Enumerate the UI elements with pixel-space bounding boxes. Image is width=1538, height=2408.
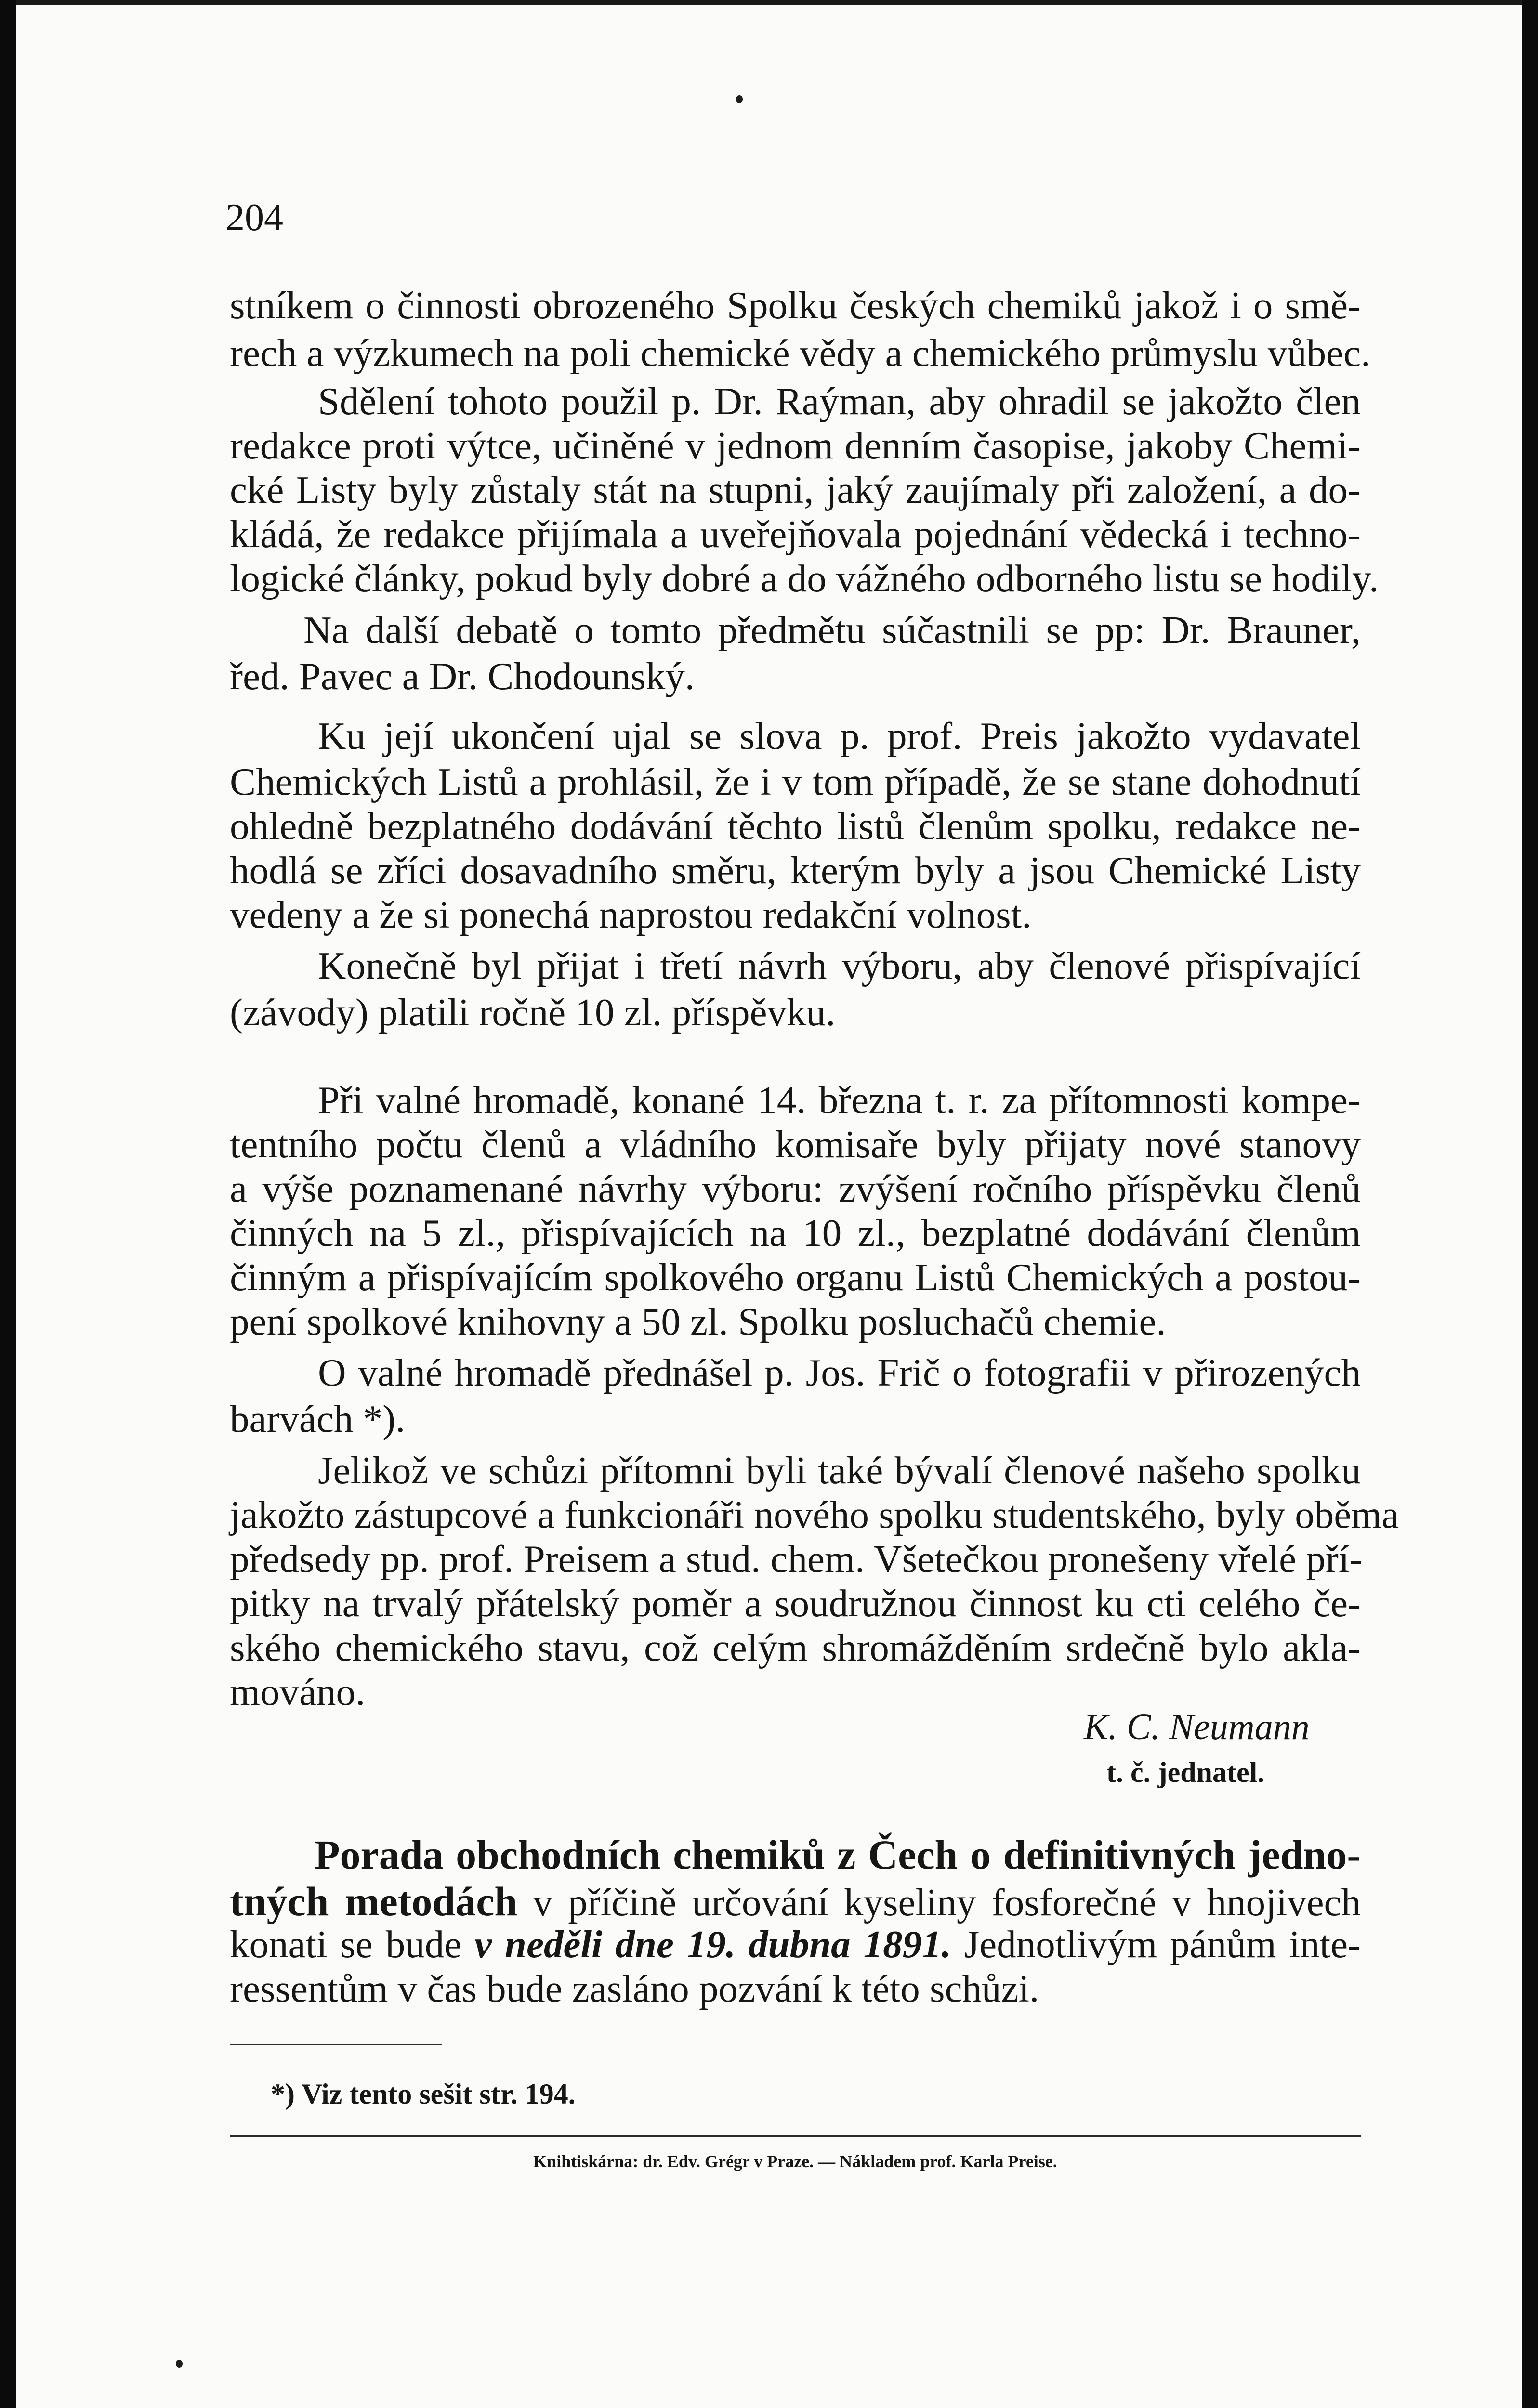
text-line: ského chemického stavu, což celým shromážděním srdečně bylo akla- (230, 1626, 1361, 1669)
text-line: kládá, že redakce přijímala a uveřejňovala pojednání vědecká i techno- (230, 512, 1361, 556)
text-line: redakce proti výtce, učiněné v jednom denním časopise, jakoby Chemi- (230, 424, 1361, 467)
text-line: Konečně byl přijat i třetí návrh výboru, aby členové přispívající (318, 944, 1361, 987)
notice-text: konati se bude (230, 1923, 475, 1966)
text-line: vedeny a že si ponechá naprostou redakční volnost. (230, 893, 1032, 936)
text-line: tentního počtu členů a vládního komisaře byly přijaty nové stanovy (230, 1123, 1361, 1166)
page-number: 204 (225, 196, 283, 239)
text-line: ohledně bezplatného dodávání těchto listů členům spolku, redakce ne- (230, 804, 1361, 848)
text-line (318, 382, 1361, 421)
notice-date: v neděli dne 19. dubna 1891. (474, 1923, 951, 1966)
text-line: Ku její ukončení ujal se slova p. prof. Preis jakožto vydavatel (318, 714, 1361, 758)
text-line: řed. Pavec a Dr. Chodounský. (230, 654, 695, 698)
text-line: Chemických Listů a prohlásil, že i v tom případě, že se stane dohodnutí (230, 760, 1361, 803)
notice-line (230, 1925, 1361, 1964)
text-line: pení spolkové knihovny a 50 zl. Spolku posluchačů chemie. (230, 1300, 1166, 1343)
footnote-divider (230, 2044, 442, 2045)
signature-name: K. C. Neumann (1084, 1707, 1310, 1747)
notice-bold-phrase: tných metodách (230, 1878, 518, 1924)
text-line: jakožto zástupcové a funkcionáři nového spolku studentského, byly oběma (230, 1493, 1399, 1536)
text-line: činným a přispívajícím spolkového organu Listů Chemických a postou- (230, 1256, 1361, 1299)
text-fragment: Sdělení tohoto použil p. Dr. Raýman, aby ohradil se jakožto člen (318, 380, 1361, 423)
text-line: stníkem o činnosti obrozeného Spolku českých chemiků jakož i o smě- (230, 284, 1361, 327)
scan-edge-right (1522, 0, 1538, 2408)
notice-line: ressentům v čas bude zasláno pozvání k této schůzi. (230, 1967, 1039, 2010)
notice-text: Jednotlivým pánům inte- (951, 1923, 1361, 1966)
imprint: Knihtiskárna: dr. Edv. Grégr v Praze. — Nákladem prof. Karla Preise. (533, 2152, 1057, 2171)
text-line: pitky na trvalý přátelský poměr a soudružnou činnost ku cti celého če- (230, 1582, 1361, 1625)
text-line: předsedy pp. prof. Preisem a stud. chem. Všetečkou pronešeny vřelé pří- (230, 1537, 1363, 1581)
scan-speck (736, 95, 743, 103)
text-line: cké Listy byly zůstaly stát na stupni, jaký zaujímaly při založení, a do- (230, 468, 1361, 511)
text-line: logické články, pokud byly dobré a do vážného odborného listu se hodily. (230, 557, 1379, 600)
text-line: a výše poznamenané návrhy výboru: zvýšení ročního příspěvku členů (230, 1167, 1361, 1210)
notice-line (230, 1878, 1361, 1924)
scan-edge-top (0, 0, 1538, 5)
notice-heading: Porada obchodních chemiků z Čech o definitivných jedno- (315, 1832, 1361, 1878)
text-line: rech a výzkumech na poli chemické vědy a chemického průmyslu vůbec. (230, 331, 1371, 375)
signature-role: t. č. jednatel. (1106, 1756, 1265, 1788)
footnote: *) Viz tento sešit str. 194. (271, 2078, 576, 2110)
text-line: Při valné hromadě, konané 14. března t. r. za přítomnosti kompe- (318, 1078, 1361, 1122)
scan-edge-left (0, 0, 16, 2408)
text-line: mováno. (230, 1670, 366, 1714)
imprint-divider (230, 2135, 1361, 2137)
text-line: Na další debatě o tomto předmětu súčastnili se pp: Dr. Brauner, (303, 608, 1361, 652)
text-line: O valné hromadě přednášel p. Jos. Frič o fotografii v přirozených (318, 1351, 1361, 1394)
text-line: barvách *). (230, 1397, 406, 1440)
text-line: (závody) platili ročně 10 zl. příspěvku. (230, 991, 836, 1034)
notice-text: v příčině určování kyseliny fosforečné v hnojivech (517, 1881, 1361, 1924)
scan-speck (176, 2360, 183, 2368)
text-line: činných na 5 zl., přispívajících na 10 zl., bezplatné dodávání členům (230, 1211, 1361, 1255)
text-line: hodlá se zříci dosavadního směru, kterým byly a jsou Chemické Listy (230, 849, 1361, 892)
text-line: Jelikož ve schůzi přítomni byli také bývalí členové našeho spolku (318, 1449, 1361, 1492)
